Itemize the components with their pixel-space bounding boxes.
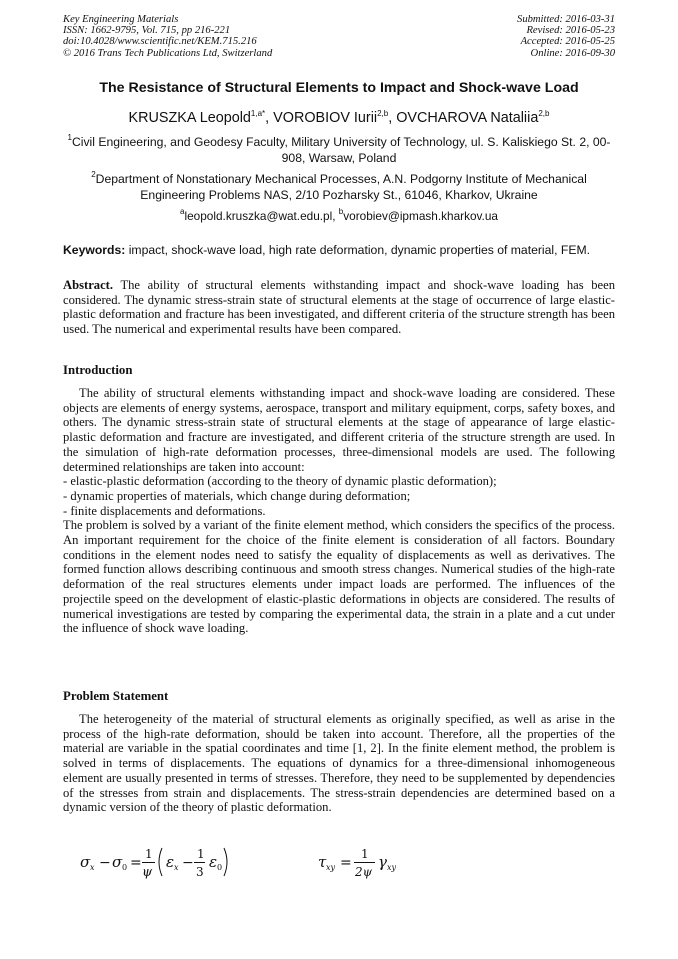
eq-denominator: 3 — [196, 865, 204, 879]
eq-sigma: σ — [112, 853, 123, 871]
affiliation-1 — [60, 135, 618, 166]
abstract-text: The ability of structural elements withstanding impact and shock-wave loading has been considered. The dynamic stress-strain state of structural elements at the stage of occurrence of large elastic-plastic deformation and fracture has been investigated, and different criteria of the structure strength has been used. The numerical and experimental results have been compared. — [63, 278, 616, 337]
eq-sub: x — [90, 863, 95, 872]
affiliation-superscript: 2 — [91, 170, 96, 179]
eq-sub: 0 — [122, 863, 128, 872]
author-name: VOROBIOV Iurii — [273, 110, 378, 126]
email-link[interactable]: leopold.kruszka@wat.edu.pl — [184, 209, 333, 223]
affiliation-superscript: 1 — [67, 133, 72, 142]
eq-sub: xy — [326, 863, 336, 872]
journal-name: Key Engineering Materials — [63, 14, 179, 25]
keywords-label: Keywords: — [63, 243, 126, 257]
email-superscript: b — [338, 207, 344, 216]
intro-paragraph-2: The problem is solved by a variant of the finite element method, which considers the specifics of the process. An important requirement for the choice of the finite element is consideration of all factors. Boundary conditions in the element nodes need to satisfy the equality of displacements as well as derivatives. The formed function allows describing continuous and smooth stress changes. Numerical studies of the high-rate deformation of the real structures elements under impact loads are performed. The influences of the projectile speed on the development of elastic-plastic deformations in objects are considered. The results of numerical investigations are tested by comparing the experimental data, the strain in a plate and a cut under the influence of shock wave loading. — [63, 518, 615, 636]
author-superscript: 2,b — [377, 109, 389, 118]
eq-epsilon: ε — [166, 853, 175, 871]
eq-equals: = — [340, 855, 352, 871]
date-online: Online: 2016-09-30 — [530, 47, 615, 59]
date-accepted: Accepted: 2016-05-25 — [520, 36, 615, 48]
eq-numerator: 1 — [361, 847, 369, 861]
journal-copyright: © 2016 Trans Tech Publications Ltd, Switzerland — [63, 47, 273, 59]
journal-doi: doi:10.4028/www.scientific.net/KEM.715.216 — [63, 36, 257, 48]
abstract-label: Abstract. — [63, 278, 114, 292]
author-superscript: 1,a* — [250, 109, 266, 118]
intro-paragraph-1: The ability of structural elements withstanding impact and shock-wave loading are considered. These objects are elements of energy systems, aerospace, transport and military equipment, corps, safety boxes, and others. The dynamic stress-strain state of structural elements at the stage of appearance of large elastic-plastic deformation and fracture are investigated, and different criteria of the structure strength are used. In the simulation of high-rate deformation processes, three-dimensional models are used. The following determined relationships are taken into account: — [63, 386, 615, 474]
equation-svg — [318, 838, 408, 886]
journal-issn: ISSN: 1662-9795, Vol. 715, pp 216-221 — [63, 25, 231, 37]
eq-numerator: 1 — [197, 847, 205, 861]
eq-denominator: 2ψ — [355, 865, 373, 879]
problem-paragraph: The heterogeneity of the material of structural elements as originally specified, as well as arise in the process of the high-rate deformation, should be taken into account. Therefore, all the properties of the material are variable in the spatial coordinates and time [1, 2]. In the finite element method, the problem is solved in terms of displacements. The equations of dynamics for a three-dimensional inhomogeneous element are usually presented in terms of stresses. Therefore, they need to be supplemented by dependencies of the stresses from strain and displacements. The stress-strain dependencies are determined based on a dynamic version of the theory of plastic deformation. — [63, 712, 615, 815]
author-superscript: 2,b — [538, 109, 550, 118]
eq-tau: τ — [318, 853, 327, 871]
section-heading-problem-statement: Problem Statement — [63, 689, 169, 703]
eq-epsilon: ε — [209, 853, 218, 871]
equation-normal-stress — [80, 838, 240, 886]
list-item: - dynamic properties of materials, which change during deformation; — [63, 488, 411, 503]
eq-paren-right — [224, 848, 227, 876]
introduction-body — [63, 386, 615, 636]
eq-sigma: σ — [80, 853, 91, 871]
affiliation-text: Civil Engineering, and Geodesy Faculty, Military University of Technology, ul. S. Kaliskiego St. 2, 00-908, Warsaw, Poland — [71, 135, 611, 165]
date-submitted: Submitted: 2016-03-31 — [517, 14, 615, 25]
date-revised: Revised: 2016-05-23 — [526, 25, 615, 37]
eq-numerator: 1 — [145, 847, 153, 861]
author-name: OVCHAROVA Nataliia — [396, 110, 539, 126]
section-heading-introduction: Introduction — [63, 363, 133, 377]
abstract — [63, 278, 615, 337]
list-item: - elastic-plastic deformation (according to the theory of dynamic plastic deformation); — [63, 474, 497, 489]
author-separator: , — [388, 110, 397, 126]
eq-sub: xy — [387, 863, 397, 872]
eq-gamma: γ — [378, 853, 387, 871]
equation-shear-stress — [318, 838, 408, 886]
problem-statement-body — [63, 712, 615, 815]
eq-sub: 0 — [217, 863, 223, 872]
author-list — [30, 110, 648, 126]
publication-dates — [517, 14, 615, 59]
keywords-text: impact, shock-wave load, high rate deformation, dynamic properties of material, FEM. — [128, 243, 590, 257]
author-separator: , — [265, 110, 274, 126]
equation-svg — [80, 838, 240, 886]
paper-title: The Resistance of Structural Elements to Impact and Shock-wave Load — [99, 80, 579, 96]
journal-info — [63, 14, 272, 59]
affiliation-2 — [60, 172, 618, 203]
list-item: - finite displacements and deformations. — [63, 503, 266, 518]
email-link[interactable]: vorobiev@ipmash.kharkov.ua — [343, 209, 498, 223]
affiliation-text: Department of Nonstationary Mechanical Processes, A.N. Podgorny Institute of Mechanical Engineering Problems NAS, 2/10 Pozharsky St., 61046, Kharkov, Ukraine — [95, 172, 587, 202]
eq-sub: x — [174, 863, 179, 872]
eq-minus: − — [182, 855, 194, 871]
eq-equals: = — [130, 855, 142, 871]
email-list — [60, 209, 618, 223]
keywords-line — [63, 243, 615, 257]
eq-minus: − — [99, 855, 111, 871]
eq-denominator: ψ — [142, 865, 153, 880]
eq-paren-left — [159, 848, 162, 876]
author-name: KRUSZKA Leopold — [128, 110, 251, 126]
email-separator: , — [332, 209, 339, 223]
email-superscript: a — [180, 207, 185, 216]
